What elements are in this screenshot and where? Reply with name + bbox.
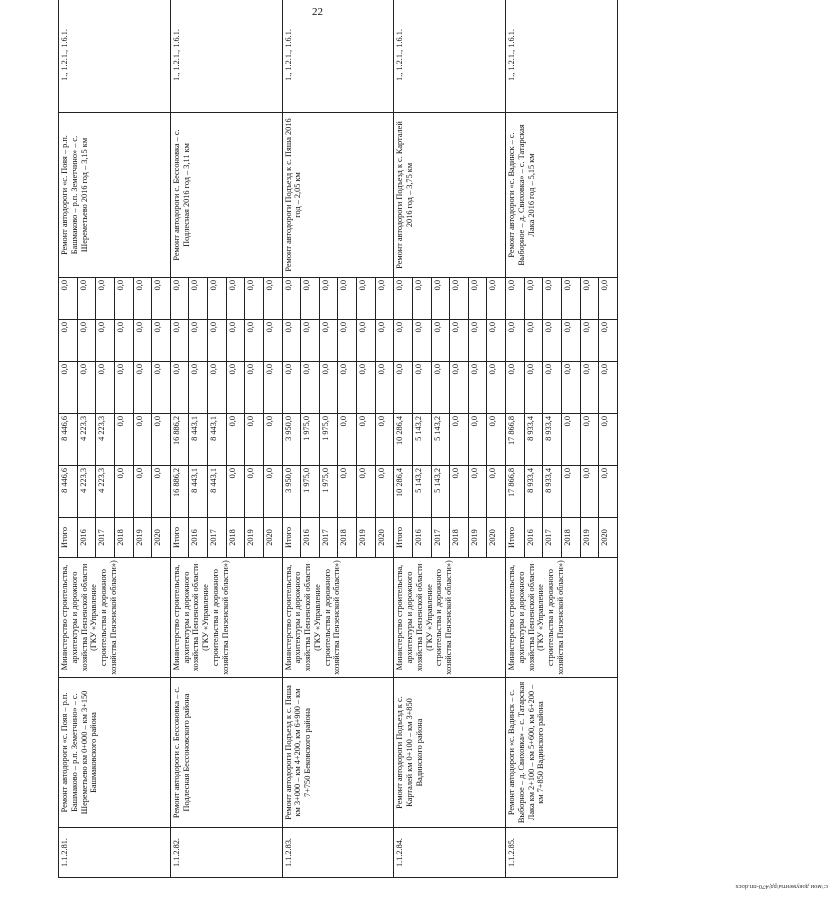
amount-cell: 5 143,2	[431, 466, 450, 518]
measure-code: 1.1.2.84.	[394, 828, 506, 878]
amount-cell: 0,0	[375, 278, 394, 320]
amount-cell: 0,0	[599, 320, 618, 362]
measure-code: 1.1.2.82.	[170, 828, 282, 878]
amount-cell: 0,0	[338, 362, 357, 414]
amount-cell: 0,0	[450, 278, 469, 320]
amount-cell: 0,0	[133, 320, 152, 362]
year-cell: 2018	[226, 518, 245, 558]
amount-cell: 1 975,0	[319, 414, 338, 466]
year-cell: 2016	[301, 518, 320, 558]
amount-cell: 0,0	[394, 278, 413, 320]
amount-cell: 0,0	[543, 320, 562, 362]
amount-cell: 0,0	[77, 362, 96, 414]
amount-cell: 5 143,2	[412, 466, 431, 518]
amount-cell: 0,0	[468, 278, 487, 320]
year-cell: 2019	[357, 518, 376, 558]
year-cell: Итого	[170, 518, 189, 558]
amount-cell: 0,0	[524, 320, 543, 362]
amount-cell: 0,0	[245, 278, 264, 320]
year-cell: 2017	[319, 518, 338, 558]
amount-cell: 0,0	[319, 278, 338, 320]
amount-cell: 0,0	[506, 362, 525, 414]
amount-cell: 0,0	[580, 362, 599, 414]
year-cell: 2017	[543, 518, 562, 558]
amount-cell: 5 143,2	[431, 414, 450, 466]
amount-cell: 0,0	[282, 278, 301, 320]
year-cell: Итого	[59, 518, 78, 558]
year-cell: 2018	[338, 518, 357, 558]
amount-cell: 0,0	[319, 320, 338, 362]
amount-cell: 0,0	[375, 466, 394, 518]
executor-name: Министерство строительства, архитектуры и дорожного хозяйства Пензенской области (ГКУ «Управление строительства и дорожного хозяйства Пензенской области»)	[506, 558, 618, 678]
year-cell: 2016	[412, 518, 431, 558]
amount-cell: 0,0	[133, 362, 152, 414]
amount-cell: 0,0	[189, 278, 208, 320]
amount-cell: 17 866,8	[506, 414, 525, 466]
indicator-ref: 1., 1.2.1., 1.6.1.	[170, 0, 282, 113]
amount-cell: 0,0	[226, 466, 245, 518]
year-cell: 2017	[431, 518, 450, 558]
amount-cell: 10 286,4	[394, 414, 413, 466]
executor-name: Министерство строительства, архитектуры и дорожного хозяйства Пензенской области (ГКУ «Управление строительства и дорожного хозяйства Пензенской области»)	[282, 558, 394, 678]
amount-cell: 0,0	[152, 278, 171, 320]
amount-cell: 0,0	[561, 414, 580, 466]
amount-cell: 0,0	[77, 278, 96, 320]
table-row	[59, 0, 78, 878]
amount-cell: 0,0	[114, 320, 133, 362]
amount-cell: 0,0	[450, 466, 469, 518]
indicator-ref: 1., 1.2.1., 1.6.1.	[59, 0, 171, 113]
amount-cell: 0,0	[114, 466, 133, 518]
rotated-page-content	[58, 0, 828, 890]
amount-cell: 8 446,6	[59, 466, 78, 518]
year-cell: 2017	[96, 518, 115, 558]
amount-cell: 0,0	[357, 278, 376, 320]
amount-cell: 4 223,3	[96, 414, 115, 466]
amount-cell: 0,0	[282, 362, 301, 414]
amount-cell: 0,0	[226, 278, 245, 320]
amount-cell: 8 933,4	[543, 414, 562, 466]
year-cell: 2020	[599, 518, 618, 558]
amount-cell: 4 223,3	[96, 466, 115, 518]
amount-cell: 0,0	[133, 414, 152, 466]
amount-cell: 0,0	[96, 362, 115, 414]
year-cell: Итого	[506, 518, 525, 558]
table-body	[59, 0, 618, 878]
amount-cell: 0,0	[412, 278, 431, 320]
amount-cell: 0,0	[59, 278, 78, 320]
amount-cell: 0,0	[189, 320, 208, 362]
indicator-ref: 1., 1.2.1., 1.6.1.	[394, 0, 506, 113]
amount-cell: 0,0	[133, 278, 152, 320]
amount-cell: 0,0	[226, 362, 245, 414]
program-measures-table	[58, 0, 618, 878]
amount-cell: 0,0	[319, 362, 338, 414]
year-cell: 2019	[133, 518, 152, 558]
amount-cell: 0,0	[301, 362, 320, 414]
amount-cell: 0,0	[450, 414, 469, 466]
amount-cell: 0,0	[543, 362, 562, 414]
year-cell: 2019	[580, 518, 599, 558]
amount-cell: 0,0	[59, 362, 78, 414]
amount-cell: 8 443,1	[208, 466, 227, 518]
amount-cell: 0,0	[431, 362, 450, 414]
amount-cell: 0,0	[96, 278, 115, 320]
amount-cell: 0,0	[561, 362, 580, 414]
amount-cell: 0,0	[561, 320, 580, 362]
amount-cell: 0,0	[450, 320, 469, 362]
amount-cell: 0,0	[506, 278, 525, 320]
amount-cell: 0,0	[152, 362, 171, 414]
executor-name: Министерство строительства, архитектуры и дорожного хозяйства Пензенской области (ГКУ «Управление строительства и дорожного хозяйства Пензенской области»)	[170, 558, 282, 678]
amount-cell: 0,0	[152, 414, 171, 466]
amount-cell: 0,0	[170, 278, 189, 320]
amount-cell: 4 223,3	[77, 466, 96, 518]
amount-cell: 0,0	[375, 362, 394, 414]
amount-cell: 0,0	[208, 278, 227, 320]
expected-result: Ремонт автодороги с. Бессоновка – с. Подлесная 2016 год – 3,11 км	[170, 113, 282, 278]
amount-cell: 0,0	[114, 278, 133, 320]
amount-cell: 0,0	[524, 278, 543, 320]
amount-cell: 0,0	[263, 414, 282, 466]
amount-cell: 17 866,8	[506, 466, 525, 518]
table-row	[506, 0, 525, 878]
amount-cell: 0,0	[77, 320, 96, 362]
year-cell: 2018	[450, 518, 469, 558]
measure-code: 1.1.2.85.	[506, 828, 618, 878]
amount-cell: 0,0	[189, 362, 208, 414]
amount-cell: 0,0	[468, 414, 487, 466]
measure-name: Ремонт автодороги Подъезд к с. Карталей км 0+100 – км 3+850 Вадинского района	[394, 678, 506, 828]
amount-cell: 1 975,0	[301, 414, 320, 466]
year-cell: 2020	[375, 518, 394, 558]
year-cell: 2020	[152, 518, 171, 558]
amount-cell: 0,0	[543, 278, 562, 320]
year-cell: 2016	[189, 518, 208, 558]
executor-name: Министерство строительства, архитектуры и дорожного хозяйства Пензенской области (ГКУ «Управление строительства и дорожного хозяйства Пензенской области»)	[59, 558, 171, 678]
amount-cell: 0,0	[114, 414, 133, 466]
amount-cell: 16 886,2	[170, 466, 189, 518]
amount-cell: 0,0	[59, 320, 78, 362]
amount-cell: 0,0	[263, 362, 282, 414]
amount-cell: 0,0	[133, 466, 152, 518]
amount-cell: 0,0	[357, 362, 376, 414]
year-cell: 2016	[524, 518, 543, 558]
year-cell: 2019	[245, 518, 264, 558]
amount-cell: 0,0	[357, 466, 376, 518]
amount-cell: 0,0	[468, 466, 487, 518]
amount-cell: 0,0	[338, 466, 357, 518]
year-cell: Итого	[282, 518, 301, 558]
amount-cell: 0,0	[263, 278, 282, 320]
year-cell: 2018	[114, 518, 133, 558]
file-path-footer: c:\мои документы\рд\470-пп.docx	[735, 883, 828, 890]
amount-cell: 0,0	[263, 466, 282, 518]
amount-cell: 0,0	[263, 320, 282, 362]
measure-name: Ремонт автодороги «с. Пояя – р.п. Башмаково – р.п. Земетчино» – с. Шереметьево км 0+000 – км 3+150 Башмаковского района	[59, 678, 171, 828]
amount-cell: 0,0	[301, 278, 320, 320]
amount-cell: 8 446,6	[59, 414, 78, 466]
amount-cell: 0,0	[208, 362, 227, 414]
amount-cell: 0,0	[487, 466, 506, 518]
amount-cell: 0,0	[394, 320, 413, 362]
amount-cell: 0,0	[394, 362, 413, 414]
year-cell: 2020	[263, 518, 282, 558]
amount-cell: 0,0	[431, 320, 450, 362]
amount-cell: 0,0	[208, 320, 227, 362]
amount-cell: 8 443,1	[208, 414, 227, 466]
measure-code: 1.1.2.83.	[282, 828, 394, 878]
amount-cell: 0,0	[487, 320, 506, 362]
year-cell: 2018	[561, 518, 580, 558]
amount-cell: 0,0	[431, 278, 450, 320]
amount-cell: 0,0	[487, 278, 506, 320]
year-cell: 2016	[77, 518, 96, 558]
amount-cell: 0,0	[468, 362, 487, 414]
amount-cell: 16 886,2	[170, 414, 189, 466]
amount-cell: 0,0	[580, 466, 599, 518]
amount-cell: 1 975,0	[301, 466, 320, 518]
amount-cell: 0,0	[375, 414, 394, 466]
amount-cell: 8 443,1	[189, 466, 208, 518]
amount-cell: 0,0	[599, 466, 618, 518]
amount-cell: 0,0	[450, 362, 469, 414]
table-row	[282, 0, 301, 878]
amount-cell: 3 950,0	[282, 466, 301, 518]
expected-result: Ремонт автодороги «с. Пояя – р.п. Башмаково – р.п. Земетчино» – с. Шереметьево 2016 год – 3,15 км	[59, 113, 171, 278]
amount-cell: 0,0	[599, 362, 618, 414]
page-number: 22	[312, 6, 323, 18]
measure-name: Ремонт автодороги «с. Вадинск – с. Выборное – д. Свиховка» – с. Татарская Лака км 2+100 – км 5+600, км 6+200 – км 7+850 Вадинского района	[506, 678, 618, 828]
amount-cell: 0,0	[245, 362, 264, 414]
amount-cell: 0,0	[599, 278, 618, 320]
measure-name: Ремонт автодороги Подъезд к с. Пяша км 3+000 – км 4+200, км 6+900 – км 7+750 Бековского района	[282, 678, 394, 828]
amount-cell: 0,0	[375, 320, 394, 362]
amount-cell: 0,0	[245, 414, 264, 466]
year-cell: 2017	[208, 518, 227, 558]
amount-cell: 1 975,0	[319, 466, 338, 518]
executor-name: Министерство строительства, архитектуры и дорожного хозяйства Пензенской области (ГКУ «Управление строительства и дорожного хозяйства Пензенской области»)	[394, 558, 506, 678]
indicator-ref: 1., 1.2.1., 1.6.1.	[282, 0, 394, 113]
amount-cell: 0,0	[96, 320, 115, 362]
expected-result: Ремонт автодороги «с. Вадинск – с. Выборное – д. Свиховка» – с. Татарская Лака 2016 год – 5,15 км	[506, 113, 618, 278]
amount-cell: 8 933,4	[524, 414, 543, 466]
table-row	[170, 0, 189, 878]
amount-cell: 0,0	[226, 320, 245, 362]
amount-cell: 0,0	[301, 320, 320, 362]
amount-cell: 4 223,3	[77, 414, 96, 466]
year-cell: 2019	[468, 518, 487, 558]
amount-cell: 0,0	[412, 320, 431, 362]
indicator-ref: 1., 1.2.1., 1.6.1.	[506, 0, 618, 113]
amount-cell: 0,0	[561, 466, 580, 518]
amount-cell: 0,0	[357, 320, 376, 362]
amount-cell: 0,0	[599, 414, 618, 466]
amount-cell: 0,0	[282, 320, 301, 362]
amount-cell: 0,0	[152, 320, 171, 362]
expected-result: Ремонт автодороги Подъезд к с. Пяша 2016 год – 2,05 км	[282, 113, 394, 278]
amount-cell: 0,0	[487, 362, 506, 414]
amount-cell: 8 933,4	[524, 466, 543, 518]
amount-cell: 0,0	[468, 320, 487, 362]
amount-cell: 8 443,1	[189, 414, 208, 466]
amount-cell: 0,0	[245, 320, 264, 362]
amount-cell: 8 933,4	[543, 466, 562, 518]
amount-cell: 10 286,4	[394, 466, 413, 518]
amount-cell: 0,0	[487, 414, 506, 466]
expected-result: Ремонт автодороги Подъезд к с. Карталей 2016 год – 3,75 км	[394, 113, 506, 278]
amount-cell: 0,0	[152, 466, 171, 518]
year-cell: Итого	[394, 518, 413, 558]
amount-cell: 0,0	[338, 320, 357, 362]
amount-cell: 0,0	[506, 320, 525, 362]
measure-code: 1.1.2.81.	[59, 828, 171, 878]
amount-cell: 0,0	[170, 362, 189, 414]
amount-cell: 0,0	[580, 414, 599, 466]
amount-cell: 0,0	[338, 414, 357, 466]
amount-cell: 0,0	[580, 278, 599, 320]
amount-cell: 0,0	[226, 414, 245, 466]
measure-name: Ремонт автодороги с. Бессоновка – с. Подлесная Бессоновского района	[170, 678, 282, 828]
amount-cell: 0,0	[412, 362, 431, 414]
amount-cell: 0,0	[561, 278, 580, 320]
amount-cell: 0,0	[357, 414, 376, 466]
amount-cell: 0,0	[524, 362, 543, 414]
table-row	[394, 0, 413, 878]
amount-cell: 0,0	[580, 320, 599, 362]
amount-cell: 0,0	[338, 278, 357, 320]
amount-cell: 5 143,2	[412, 414, 431, 466]
year-cell: 2020	[487, 518, 506, 558]
amount-cell: 0,0	[114, 362, 133, 414]
amount-cell: 3 950,0	[282, 414, 301, 466]
amount-cell: 0,0	[245, 466, 264, 518]
amount-cell: 0,0	[170, 320, 189, 362]
